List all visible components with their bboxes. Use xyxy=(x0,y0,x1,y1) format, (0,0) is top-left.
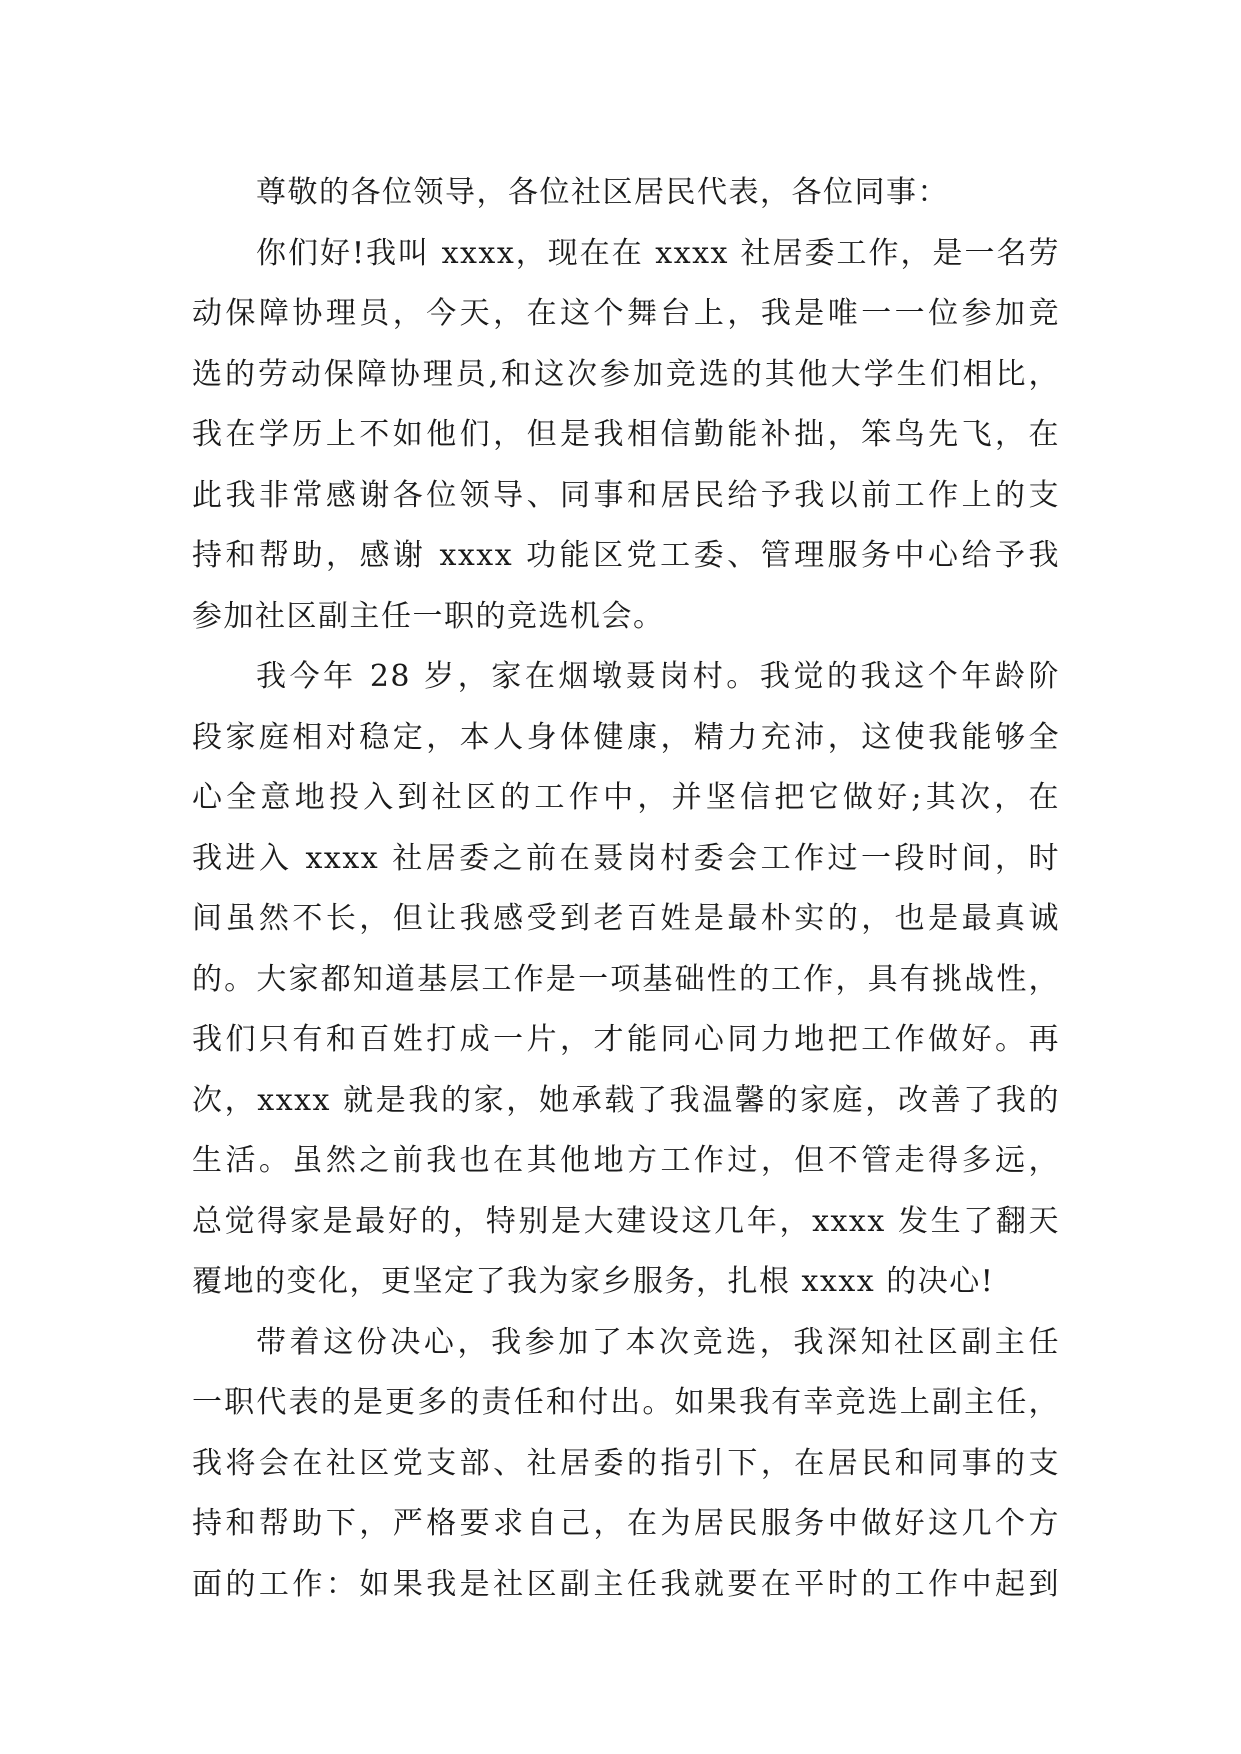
text-line: 持和帮助下，严格要求自己，在为居民服务中做好这几个方 xyxy=(192,1506,1060,1541)
text-line: 次，xxxx 就是我的家，她承载了我温馨的家庭，改善了我的 xyxy=(192,1082,1060,1118)
text-line: 参加社区副主任一职的竞选机会。 xyxy=(192,598,665,634)
text-line: 生活。虽然之前我也在其他地方工作过，但不管走得多远， xyxy=(192,1143,1060,1178)
text-line: 带着这份决心，我参加了本次竞选，我深知社区副主任 xyxy=(256,1324,1060,1360)
text-line: 动保障协理员，今天，在这个舞台上，我是唯一一位参加竞 xyxy=(192,296,1060,331)
text-line: 覆地的变化，更坚定了我为家乡服务，扎根 xxxx 的决心! xyxy=(192,1264,995,1299)
text-line: 的。大家都知道基层工作是一项基础性的工作，具有挑战性， xyxy=(192,961,1060,997)
text-line: 一职代表的是更多的责任和付出。如果我有幸竞选上副主任， xyxy=(192,1385,1060,1420)
text-line: 我们只有和百姓打成一片，才能同心同力地把工作做好。再 xyxy=(192,1022,1060,1057)
text-line: 面的工作：如果我是社区副主任我就要在平时的工作中起到 xyxy=(192,1566,1060,1602)
text-line: 我进入 xxxx 社居委之前在聂岗村委会工作过一段时间，时 xyxy=(192,840,1060,876)
text-line: 此我非常感谢各位领导、同事和居民给予我以前工作上的支 xyxy=(192,477,1060,513)
text-line: 持和帮助，感谢 xxxx 功能区党工委、管理服务中心给予我 xyxy=(192,538,1060,573)
text-line: 我在学历上不如他们，但是我相信勤能补拙，笨鸟先飞，在 xyxy=(192,417,1060,452)
text-line: 心全意地投入到社区的工作中，并坚信把它做好;其次，在 xyxy=(192,780,1060,815)
salutation-line: 尊敬的各位领导，各位社区居民代表，各位同事： xyxy=(256,175,949,210)
text-line: 我将会在社区党支部、社居委的指引下，在居民和同事的支 xyxy=(192,1445,1060,1481)
text-line: 选的劳动保障协理员,和这次参加竞选的其他大学生们相比， xyxy=(192,356,1060,392)
text-line: 总觉得家是最好的，特别是大建设这几年，xxxx 发生了翻天 xyxy=(192,1203,1060,1239)
text-line: 段家庭相对稳定，本人身体健康，精力充沛，这使我能够全 xyxy=(192,719,1060,755)
text-line: 间虽然不长，但让我感受到老百姓是最朴实的，也是最真诚 xyxy=(192,901,1060,936)
text-line: 你们好!我叫 xxxx，现在在 xxxx 社居委工作，是一名劳 xyxy=(256,235,1060,271)
document-body xyxy=(192,163,1060,1615)
text-line: 我今年 28 岁，家在烟墩聂岗村。我觉的我这个年龄阶 xyxy=(256,659,1060,694)
